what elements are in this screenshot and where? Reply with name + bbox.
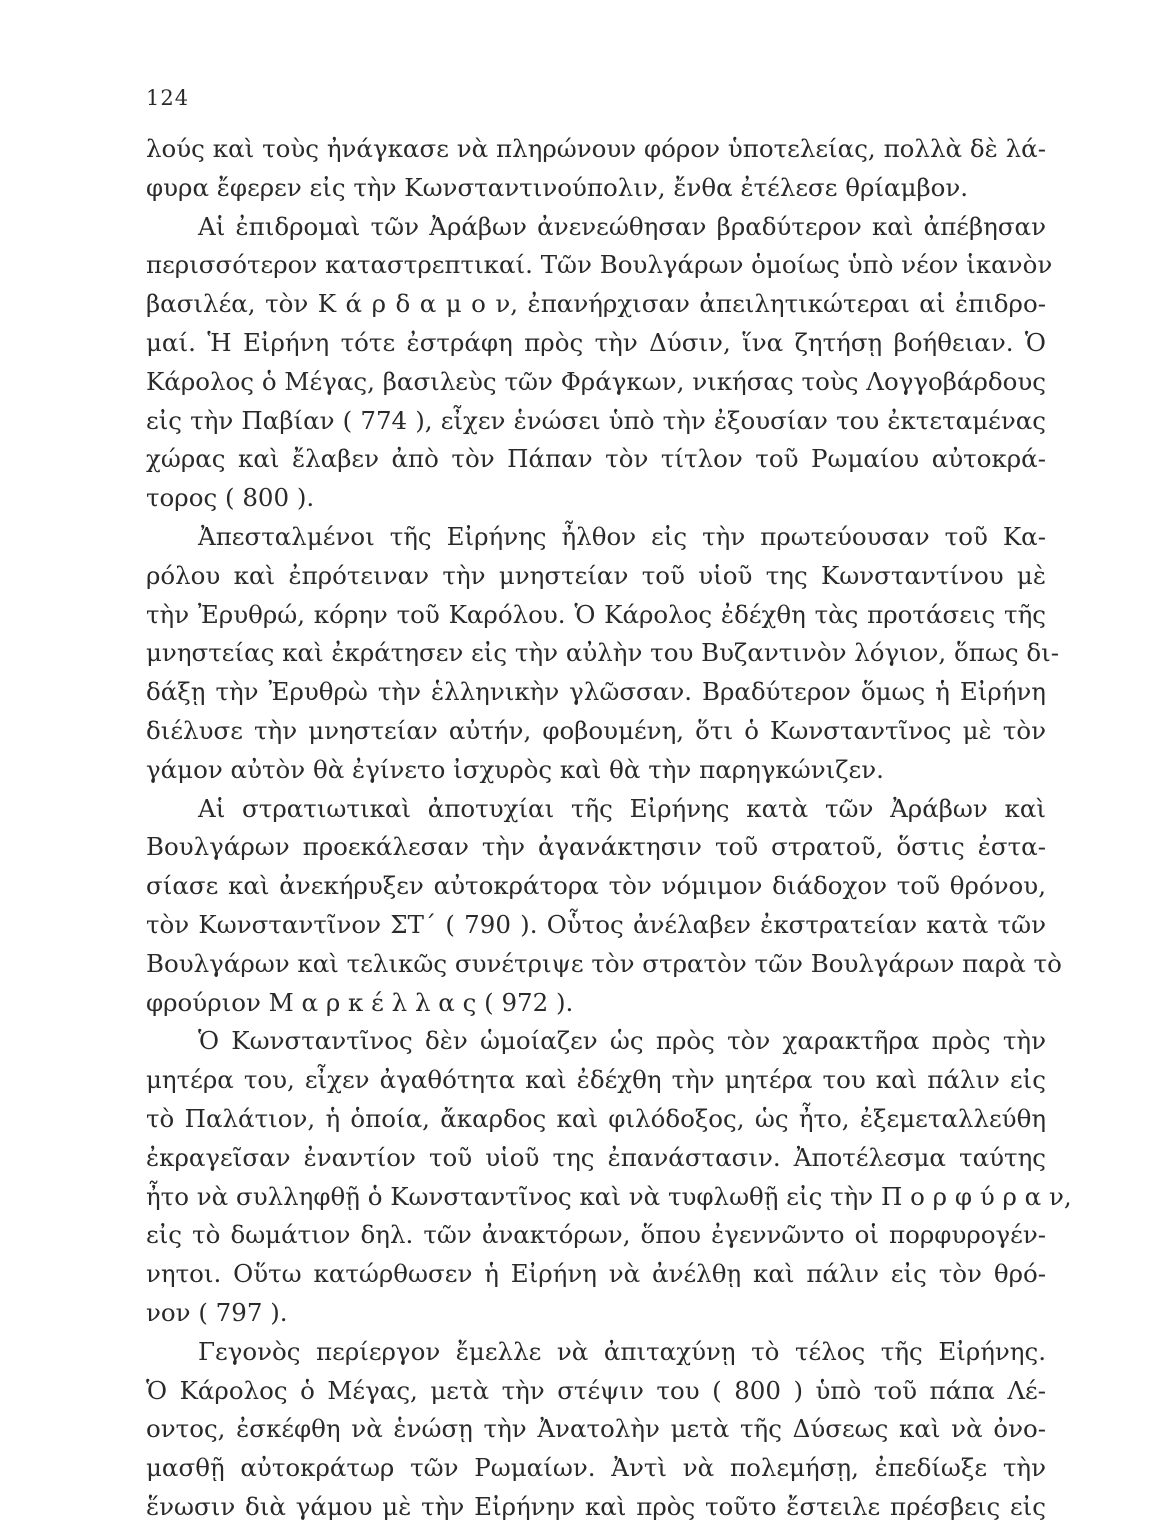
text-line: φρούριον Μ α ρ κ έ λ λ α ς ( 972 ). xyxy=(146,987,574,1017)
text-line: νον ( 797 ). xyxy=(146,1297,288,1327)
text-line: Αἱ ἐπιδρομαὶ τῶν Ἀράβων ἀνενεώθησαν βραδύτερον καὶ ἀπέβησαν xyxy=(198,211,1046,241)
text-line: περισσότερον καταστρεπτικαί. Τῶν Βουλγάρων ὁμοίως ὑπὸ νέον ἱκανὸν xyxy=(146,250,1053,280)
text-line: Βουλγάρων καὶ τελικῶς συνέτριψε τὸν στρατὸν τῶν Βουλγάρων παρὰ τὸ xyxy=(146,948,1062,978)
text-line: σίασε καὶ ἀνεκήρυξεν αὐτοκράτορα τὸν νόμιμον διάδοχον τοῦ θρόνου, xyxy=(146,871,1046,901)
text-line: μαί. Ἡ Εἰρήνη τότε ἐστράφη πρὸς τὴν Δύσιν, ἵνα ζητήσῃ βοήθειαν. Ὁ xyxy=(146,327,1046,357)
text-line: μνηστείας καὶ ἐκράτησεν εἰς τὴν αὐλὴν του Βυζαντινὸν λόγιον, ὅπως δι- xyxy=(146,638,1059,668)
text-line: τορος ( 800 ). xyxy=(146,483,315,513)
text-line: ἐκραγεῖσαν ἐναντίον τοῦ υἱοῦ της ἐπανάστασιν. Ἀποτέλεσμα ταύτης xyxy=(146,1142,1046,1172)
text-line: γάμον αὐτὸν θὰ ἐγίνετο ἰσχυρὸς καὶ θὰ τὴν παρηγκώνιζεν. xyxy=(146,754,884,784)
text-line: εἰς τὴν Παβίαν ( 774 ), εἶχεν ἑνώσει ὑπὸ τὴν ἐξουσίαν του ἐκτεταμένας xyxy=(146,405,1046,435)
text-line: νητοι. Οὕτω κατώρθωσεν ἡ Εἰρήνη νὰ ἀνέλθῃ καὶ πάλιν εἰς τὸν θρό- xyxy=(146,1259,1046,1289)
text-line: φυρα ἔφερεν εἰς τὴν Κωνσταντινούπολιν, ἔνθα ἐτέλεσε θρίαμβον. xyxy=(146,172,969,202)
page-number: 124 xyxy=(146,86,190,110)
text-line: Βουλγάρων προεκάλεσαν τὴν ἀγανάκτησιν τοῦ στρατοῦ, ὅστις ἐστα- xyxy=(146,832,1046,862)
text-line: βασιλέα, τὸν Κ ά ρ δ α μ ο ν, ἐπανήρχισαν ἀπειλητικώτεραι αἱ ἐπιδρο- xyxy=(146,289,1046,319)
text-line: εἰς τὸ δωμάτιον δηλ. τῶν ἀνακτόρων, ὅπου ἐγεννῶντο οἱ πορφυρογέν- xyxy=(146,1220,1046,1250)
text-line: διέλυσε τὴν μνηστείαν αὐτήν, φοβουμένη, ὅτι ὁ Κωνσταντῖνος μὲ τὸν xyxy=(146,715,1046,745)
text-line: ρόλου καὶ ἐπρότειναν τὴν μνηστείαν τοῦ υἱοῦ της Κωνσταντίνου μὲ xyxy=(146,560,1046,590)
text-line: ἕνωσιν διὰ γάμου μὲ τὴν Εἰρήνην καὶ πρὸς τοῦτο ἔστειλε πρέσβεις εἰς xyxy=(146,1491,1046,1521)
text-line: δάξῃ τὴν Ἐρυθρὼ τὴν ἑλληνικὴν γλῶσσαν. Βραδύτερον ὅμως ἡ Εἰρήνη xyxy=(146,677,1046,707)
text-line: Αἱ στρατιωτικαὶ ἀποτυχίαι τῆς Εἰρήνης κατὰ τῶν Ἀράβων καὶ xyxy=(198,793,1046,823)
text-line: Γεγονὸς περίεργον ἔμελλε νὰ ἀπιταχύνῃ τὸ τέλος τῆς Εἰρήνης. xyxy=(198,1336,1046,1366)
text-line: τὸ Παλάτιον, ἡ ὁποία, ἄκαρδος καὶ φιλόδοξος, ὡς ἦτο, ἐξεμεταλλεύθη xyxy=(146,1103,1046,1133)
text-line: μασθῇ αὐτοκράτωρ τῶν Ρωμαίων. Ἀντὶ νὰ πολεμήσῃ, ἐπεδίωξε τὴν xyxy=(146,1453,1046,1483)
text-line: οντος, ἐσκέφθη νὰ ἑνώσῃ τὴν Ἀνατολὴν μετὰ τῆς Δύσεως καὶ νὰ ὀνο- xyxy=(146,1414,1046,1444)
text-line: λούς καὶ τοὺς ἠνάγκασε νὰ πληρώνουν φόρον ὑποτελείας, πολλὰ δὲ λά- xyxy=(146,134,1046,163)
text-line: Ὁ Κάρολος ὁ Μέγας, μετὰ τὴν στέψιν του ( 800 ) ὑπὸ τοῦ πάπα Λέ- xyxy=(146,1375,1046,1405)
text-line: Κάρολος ὁ Μέγας, βασιλεὺς τῶν Φράγκων, νικήσας τοὺς Λογγοβάρδους xyxy=(146,366,1046,396)
body-text xyxy=(146,130,1072,1527)
text-line: ἦτο νὰ συλληφθῇ ὁ Κωνσταντῖνος καὶ νὰ τυφλωθῇ εἰς τὴν Π ο ρ φ ύ ρ α ν, xyxy=(146,1181,1072,1211)
text-line: μητέρα του, εἶχεν ἀγαθότητα καὶ ἐδέχθη τὴν μητέρα του καὶ πάλιν εἰς xyxy=(146,1065,1046,1095)
text-line: Ὁ Κωνσταντῖνος δὲν ὡμοίαζεν ὡς πρὸς τὸν χαρακτῆρα πρὸς τὴν xyxy=(198,1026,1046,1056)
text-line: χώρας καὶ ἔλαβεν ἀπὸ τὸν Πάπαν τὸν τίτλον τοῦ Ρωμαίου αὐτοκρά- xyxy=(146,444,1046,474)
text-line: τὴν Ἐρυθρώ, κόρην τοῦ Καρόλου. Ὁ Κάρολος ἐδέχθη τὰς προτάσεις τῆς xyxy=(146,599,1046,629)
text-line: Ἀπεσταλμένοι τῆς Εἰρήνης ἦλθον εἰς τὴν πρωτεύουσαν τοῦ Κα- xyxy=(198,521,1046,551)
text-line: τὸν Κωνσταντῖνον ΣΤ΄ ( 790 ). Οὗτος ἀνέλαβεν ἐκστρατείαν κατὰ τῶν xyxy=(146,909,1046,939)
